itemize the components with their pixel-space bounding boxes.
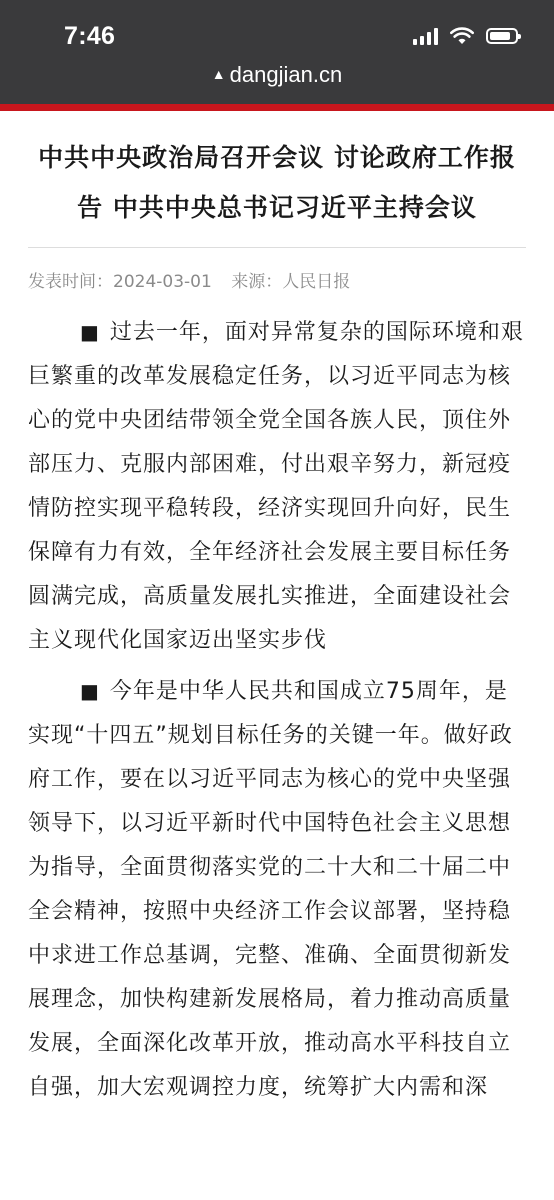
article-title: 中共中央政治局召开会议 讨论政府工作报告 中共中央总书记习近平主持会议 <box>38 143 516 222</box>
wifi-icon <box>450 27 474 45</box>
article <box>28 111 526 1110</box>
published-date: 2024-03-01 <box>113 272 212 292</box>
published-label: 发表时间： <box>28 272 113 292</box>
title-divider <box>28 247 526 248</box>
address-bar[interactable] <box>0 62 554 88</box>
header-accent-rule <box>0 104 554 111</box>
battery-icon <box>486 28 518 44</box>
status-icons <box>413 24 518 48</box>
square-bullet-icon: ■ <box>80 320 100 344</box>
paragraph-text: 今年是中华人民共和国成立75周年，是实现“十四五”规划目标任务的关键一年。做好政府工作，要在以习近平同志为核心的党中央坚强领导下，以习近平新时代中国特色社会主义思想为指导，全面贯彻落实党的二十大和二十届二中全会精神，按照中央经济工作会议部署，坚持稳中求进工作总基调，完整、准确、全面贯彻新发展理念，加快构建新发展格局，着力推动高质量发展，全面深化改革开放，推动高水平科技自立自强，加大宏观调控力度，统筹扩大内需和深 <box>28 679 513 1100</box>
square-bullet-icon: ■ <box>80 679 100 703</box>
status-time: 7:46 <box>64 22 116 50</box>
url-text: dangjian.cn <box>229 62 343 87</box>
published-info <box>28 272 212 292</box>
paragraph-text: 过去一年，面对异常复杂的国际环境和艰巨繁重的改革发展稳定任务，以习近平同志为核心的党中央团结带领全党全国各族人民，顶住外部压力、克服内部困难，付出艰辛努力，新冠疫情防控实现平稳转段，经济实现回升向好，民生保障有力有效，全年经济社会发展主要目标任务圆满完成，高质量发展扎实推进，全面建设社会主义现代化国家迈出坚实步伐 <box>28 320 524 653</box>
lock-icon: ▲ <box>211 66 226 82</box>
article-meta <box>28 270 526 294</box>
article-paragraph <box>28 669 526 1110</box>
article-paragraph <box>28 310 526 663</box>
source-name: 人民日报 <box>282 272 351 292</box>
cellular-signal-icon <box>413 27 438 45</box>
source-info <box>231 272 350 292</box>
source-label: 来源： <box>231 272 283 292</box>
browser-chrome <box>0 0 554 104</box>
